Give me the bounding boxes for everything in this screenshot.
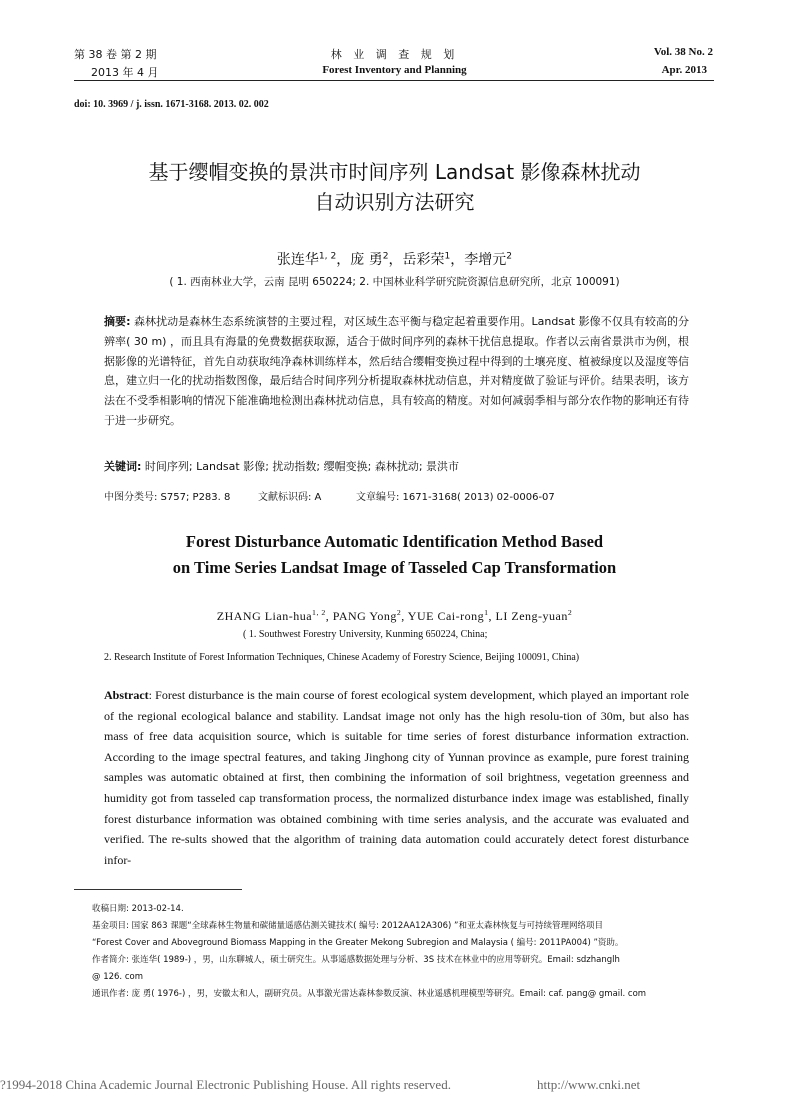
clc-label: 中图分类号: xyxy=(104,492,158,503)
footnotes xyxy=(92,901,692,1003)
abstract-cn xyxy=(104,312,689,431)
header-date-cn: 2013 年 4 月 xyxy=(91,66,159,79)
document-code xyxy=(258,488,321,503)
header-rule xyxy=(74,80,714,81)
footnote-rule xyxy=(74,889,242,890)
affiliation-en-line2: 2. Research Institute of Forest Information Techniques, Chinese Academy of Forestry Science, Beijing 100091, China) xyxy=(104,652,580,663)
author-cn-1: 张连华 xyxy=(276,252,319,268)
authors-cn xyxy=(0,249,789,269)
footnote-fund-1: 基金项目: 国家 863 课题“全球森林生物量和碳储量遥感估测关键技术( 编号: 2012AA12A306) ”和亚太森林恢复与可持续管理网络项目 xyxy=(92,921,603,931)
author-cn-4: ，李增元 xyxy=(450,252,507,268)
author-en-1: ZHANG Lian-hua xyxy=(216,609,313,623)
footnote-author-1: 作者简介: 张连华( 1989-) ，男，山东聊城人，硕士研究生。从事遥感数据处理与分析、3S 技术在林业中的应用等研究。Email: sdzhanglh xyxy=(92,955,620,965)
author-cn-1-aff: 1, 2 xyxy=(318,251,337,262)
author-cn-4-aff: 2 xyxy=(506,251,513,262)
author-en-3-aff: 1 xyxy=(484,608,489,617)
title-cn-line1: 基于缨帽变换的景洪市时间序列 Landsat 影像森林扰动 xyxy=(148,160,641,184)
abstract-en-label: Abstract xyxy=(104,688,149,702)
doc-code-value: A xyxy=(311,492,322,503)
doi: doi: 10. 3969 / j. issn. 1671-3168. 2013. 02. 002 xyxy=(74,99,269,110)
title-en-line2: on Time Series Landsat Image of Tasseled Cap Transformation xyxy=(172,558,617,577)
copyright-footer: ?1994-2018 China Academic Journal Electronic Publishing House. All rights reserved. xyxy=(0,1077,451,1092)
abstract-en-text: : Forest disturbance is the main course of forest ecological system development, which played an important role of the regional ecological balance and stability. Landsat image not only has the high resolu-tion of 30m, but also has mass of free data acquisition source, which is suitable for time series of forest disturbance information extraction. According to the image spectral features, and taking Jinghong city of Yunnan province as example, pure forest training samples was automatic obtained at first, then combining the information of soil brightness, vegetation greenness and humidity got from tasseled cap transformation process, the normalized disturbance index image was established, finally forest disturbance information was obtained combining with time series analysis, and the accurate was evaluated and verified. The re-sults showed that the algorithm of training data automation could accurately detect forest disturbance infor- xyxy=(104,688,689,867)
article-number-value: 1671-3168( 2013) 02-0006-07 xyxy=(399,492,555,503)
author-cn-3: ，岳彩荣 xyxy=(388,252,445,268)
journal-name-cn: 林 业 调 查 规 划 xyxy=(330,48,459,61)
header-date-en: Apr. 2013 xyxy=(661,64,707,76)
author-cn-2: ，庞 勇 xyxy=(336,252,383,268)
author-cn-2-aff: 2 xyxy=(382,251,389,262)
header-volume-en: Vol. 38 No. 2 xyxy=(653,46,713,58)
abstract-en xyxy=(104,685,689,870)
doc-code-label: 文献标识码: xyxy=(258,492,312,503)
footnote-received: 收稿日期: 2013-02-14. xyxy=(92,904,184,914)
clc-value: S757; P283. 8 xyxy=(157,492,231,503)
title-en-line1: Forest Disturbance Automatic Identification Method Based xyxy=(185,532,604,551)
authors-en xyxy=(0,608,789,624)
author-en-3: , YUE Cai-rong xyxy=(401,609,485,623)
journal-name-en: Forest Inventory and Planning xyxy=(322,64,467,76)
keywords-cn-label: 关键词: xyxy=(104,460,142,473)
author-en-4: , LI Zeng-yuan xyxy=(488,609,568,623)
keywords-cn-text: 时间序列; Landsat 影像; 扰动指数; 缨帽变换; 森林扰动; 景洪市 xyxy=(141,460,460,473)
author-cn-3-aff: 1 xyxy=(444,251,451,262)
title-cn-line2: 自动识别方法研究 xyxy=(314,190,475,214)
header-volume-cn: 第 38 卷 第 2 期 xyxy=(74,48,157,61)
author-en-1-aff: 1, 2 xyxy=(312,608,326,617)
article-number-label: 文章编号: xyxy=(356,492,400,503)
clc-number xyxy=(104,488,230,503)
footnote-fund-2: “Forest Cover and Aboveground Biomass Mapping in the Greater Mekong Subregion and Malaysia ( 编号: 2011PA004) ”资助。 xyxy=(92,938,624,948)
footnote-author-2: @ 126. com xyxy=(92,972,143,982)
author-en-4-aff: 2 xyxy=(567,608,573,617)
affiliation-en-line1: ( 1. Southwest Forestry University, Kunming 650224, China; xyxy=(243,629,488,640)
author-en-2-aff: 2 xyxy=(396,608,402,617)
keywords-cn xyxy=(104,457,689,477)
abstract-cn-text: 森林扰动是森林生态系统演替的主要过程，对区域生态平衡与稳定起着重要作用。Landsat 影像不仅具有较高的分辨率( 30 m) ，而且具有海量的免费数据获取源，适合于做时间序列的森林干扰信息提取。作者以云南省景洪市为例，根据影像的光谱特征，首先自动获取纯净森林训练样本，然后结合缨帽变换过程中得到的土壤亮度、植被绿度以及湿度等信息，建立归一化的扰动指数图像，最后结合时间序列分析提取森林扰动信息，并对精度做了验证与评价。结果表明，该方法在不受季相影响的情况下能准确地检测出森林扰动信息，具有较高的精度。对如何减弱季相与部分农作物的影响还有待于进一步研究。 xyxy=(104,315,689,427)
footnote-corresponding: 通讯作者: 庞 勇( 1976-) ，男，安徽太和人，副研究员。从事激光雷达森林参数反演、林业遥感机理模型等研究。Email: caf. pang@ gmail. com xyxy=(92,989,647,999)
article-number xyxy=(356,488,555,503)
abstract-cn-label: 摘要: xyxy=(104,315,131,328)
affiliation-cn: ( 1. 西南林业大学，云南 昆明 650224; 2. 中国林业科学研究院资源信息研究所，北京 100091) xyxy=(169,276,620,288)
author-en-2: , PANG Yong xyxy=(325,609,397,623)
cnki-link[interactable]: http://www.cnki.net xyxy=(537,1077,641,1092)
